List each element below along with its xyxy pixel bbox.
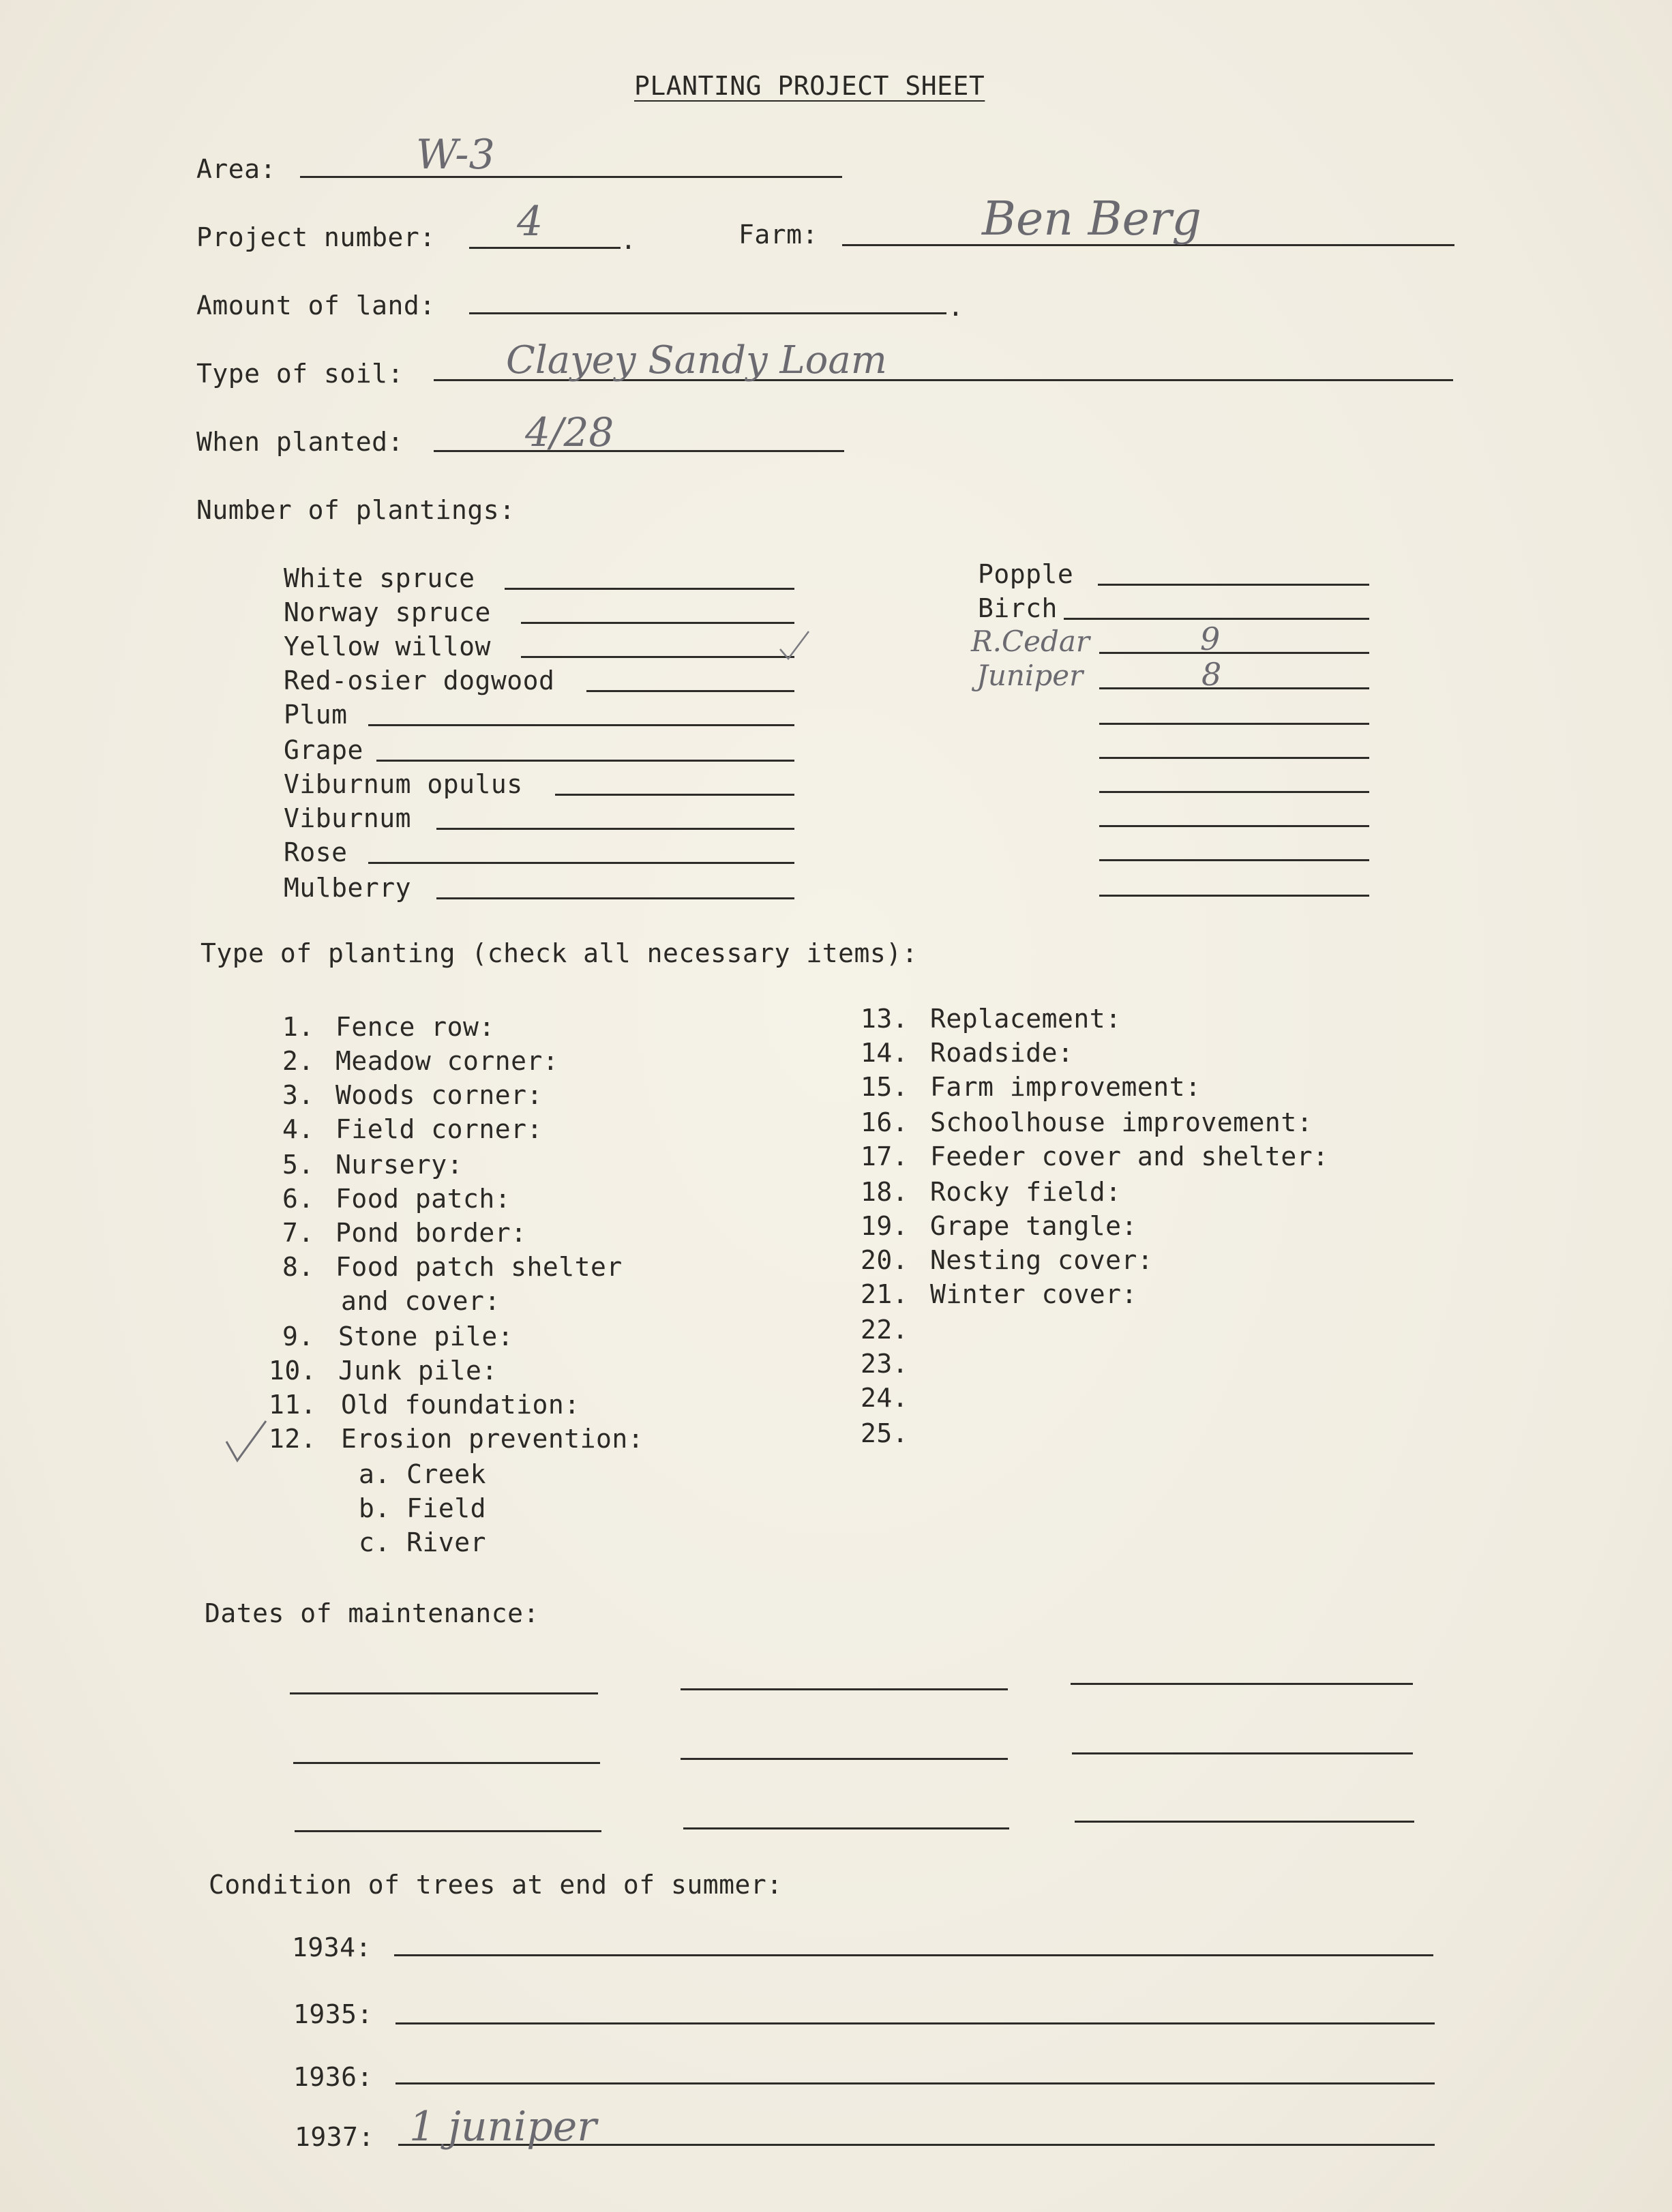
planting-right-line-5 (1099, 757, 1369, 759)
planting-type-right-num: 14. (861, 1038, 909, 1068)
planting-type-right-label: Grape tangle: (930, 1211, 1137, 1241)
planting-left-0: White spruce (284, 563, 475, 593)
planting-right-line-7 (1099, 825, 1369, 827)
maintenance-line-4 (293, 1762, 600, 1764)
planting-left-line-6 (555, 794, 794, 796)
condition-year-1934: 1934: (292, 1932, 372, 1962)
planting-type-left-label: Pond border: (335, 1218, 527, 1248)
amount-of-land-line (469, 312, 946, 314)
condition-line-1934 (394, 1954, 1433, 1956)
planting-type-left-num: 6. (282, 1184, 314, 1214)
planting-type-left-num: 7. (282, 1218, 314, 1248)
planting-type-left-label: and cover: (341, 1286, 501, 1316)
planting-type-right-num: 21. (861, 1279, 909, 1309)
planting-type-right-label: Schoolhouse improvement: (930, 1107, 1313, 1137)
planting-right-0: Popple (978, 559, 1074, 589)
planting-right-line-2 (1099, 652, 1369, 654)
planting-handwritten-name-0: R.Cedar (971, 625, 1090, 658)
yellow-willow-check-mark (777, 629, 811, 663)
planting-left-6: Viburnum opulus (284, 769, 523, 799)
planting-type-left-num: 8. (282, 1252, 314, 1282)
planting-right-line-1 (1064, 618, 1369, 620)
planting-handwritten-name-1: Juniper (976, 659, 1084, 692)
planting-type-left-label: Meadow corner: (335, 1046, 559, 1076)
planting-left-line-4 (368, 724, 794, 726)
maintenance-line-6 (1072, 1752, 1413, 1754)
erosion-sub-item-field: b. Field (359, 1493, 487, 1523)
project-number-line (469, 247, 621, 249)
farm-value: Ben Berg (982, 192, 1201, 246)
planting-right-line-3 (1099, 687, 1369, 689)
planting-type-right-num: 20. (861, 1245, 909, 1275)
planting-left-line-5 (376, 760, 794, 762)
planting-type-right-label: Winter cover: (930, 1279, 1137, 1309)
area-value: W-3 (416, 131, 495, 179)
planting-type-left-num: 12. (269, 1424, 317, 1454)
planting-handwritten-count-1: 8 (1201, 656, 1222, 693)
planting-type-right-num: 17. (861, 1141, 909, 1171)
planting-right-1: Birch (978, 593, 1058, 623)
planting-type-right-num: 25. (861, 1418, 909, 1448)
planting-type-right-label: Replacement: (930, 1004, 1122, 1034)
planting-left-9: Mulberry (284, 873, 412, 903)
maintenance-heading: Dates of maintenance: (205, 1598, 539, 1628)
condition-line-1935 (395, 2022, 1435, 2024)
planting-type-right-label: Rocky field: (930, 1177, 1122, 1207)
planting-type-right-num: 19. (861, 1211, 909, 1241)
planting-left-3: Red-osier dogwood (284, 666, 555, 696)
planting-type-left-label: Woods corner: (335, 1080, 543, 1110)
erosion-sub-item-river: c. River (359, 1527, 487, 1557)
planting-type-right-label: Farm improvement: (930, 1072, 1201, 1102)
maintenance-line-8 (683, 1827, 1009, 1829)
planting-type-left-label: Field corner: (335, 1114, 543, 1144)
planting-right-line-0 (1098, 584, 1369, 586)
planting-type-left-label: Food patch: (335, 1184, 511, 1214)
maintenance-line-7 (295, 1830, 601, 1832)
condition-note-1937: 1 juniper (409, 2103, 597, 2151)
planting-type-left-num: 3. (282, 1080, 314, 1110)
planting-type-left-label: Food patch shelter (335, 1252, 623, 1282)
planting-right-line-8 (1099, 859, 1369, 861)
planting-type-left-num: 2. (282, 1046, 314, 1076)
planting-type-left-label: Erosion prevention: (341, 1424, 644, 1454)
planting-type-right-num: 18. (861, 1177, 909, 1207)
condition-line-1936 (395, 2082, 1435, 2084)
planting-type-left-num: 9. (282, 1321, 314, 1351)
planting-left-line-1 (521, 622, 794, 624)
planting-left-7: Viburnum (284, 803, 412, 833)
planting-left-line-9 (436, 897, 794, 899)
planting-type-left-label: Old foundation: (341, 1390, 580, 1420)
planting-type-right-label: Feeder cover and shelter: (930, 1141, 1329, 1171)
planting-type-right-num: 16. (861, 1107, 909, 1137)
maintenance-line-9 (1075, 1821, 1414, 1823)
planting-type-left-num: 11. (269, 1390, 317, 1420)
planting-type-left-num: 10. (269, 1356, 317, 1386)
planting-left-1: Norway spruce (284, 597, 491, 627)
condition-year-1935: 1935: (293, 1999, 373, 2029)
area-line (300, 176, 842, 178)
type-of-soil-value: Clayey Sandy Loam (506, 338, 887, 383)
planting-type-left-label: Fence row: (335, 1012, 495, 1042)
planting-type-left-label: Stone pile: (338, 1321, 514, 1351)
planting-left-line-7 (436, 828, 794, 830)
maintenance-line-2 (681, 1688, 1008, 1690)
type-of-soil-label: Type of soil: (196, 359, 404, 389)
planting-type-right-label: Roadside: (930, 1038, 1074, 1068)
planting-type-left-num: 5. (282, 1150, 314, 1180)
project-number-period: . (621, 225, 637, 255)
project-number-label: Project number: (196, 222, 436, 252)
condition-year-1937: 1937: (295, 2122, 374, 2152)
planting-types-heading: Type of planting (check all necessary items): (200, 938, 919, 968)
erosion-prevention-check-mark (222, 1417, 270, 1465)
planting-type-right-num: 13. (861, 1004, 909, 1034)
area-label: Area: (196, 154, 276, 184)
project-number-value: 4 (517, 198, 543, 245)
plantings-heading: Number of plantings: (196, 495, 516, 525)
planting-left-line-3 (586, 690, 794, 692)
planting-handwritten-count-0: 9 (1200, 621, 1221, 657)
planting-left-5: Grape (284, 735, 363, 765)
amount-of-land-label: Amount of land: (196, 290, 436, 320)
page-title: PLANTING PROJECT SHEET (634, 71, 985, 101)
planting-type-right-num: 23. (861, 1349, 909, 1379)
planting-right-line-6 (1099, 791, 1369, 793)
planting-type-left-num: 4. (282, 1114, 314, 1144)
condition-year-1936: 1936: (293, 2062, 373, 2092)
when-planted-value: 4/28 (525, 409, 614, 455)
farm-label: Farm: (738, 220, 818, 250)
planting-type-right-num: 24. (861, 1383, 909, 1413)
planting-left-8: Rose (284, 837, 348, 867)
maintenance-line-3 (1071, 1683, 1413, 1685)
planting-left-2: Yellow willow (284, 631, 491, 661)
when-planted-label: When planted: (196, 427, 404, 457)
planting-left-line-0 (505, 588, 794, 590)
when-planted-line (434, 450, 844, 452)
planting-left-line-8 (368, 862, 794, 864)
planting-right-line-4 (1099, 723, 1369, 725)
erosion-sub-item-creek: a. Creek (359, 1459, 487, 1489)
planting-right-line-9 (1099, 895, 1369, 897)
planting-left-4: Plum (284, 700, 348, 730)
condition-heading: Condition of trees at end of summer: (209, 1870, 783, 1900)
maintenance-line-1 (290, 1692, 598, 1694)
planting-left-line-2 (521, 656, 794, 658)
maintenance-line-5 (681, 1758, 1008, 1760)
planting-type-left-label: Junk pile: (338, 1356, 498, 1386)
planting-type-right-label: Nesting cover: (930, 1245, 1154, 1275)
planting-type-right-num: 22. (861, 1315, 909, 1345)
planting-type-left-num: 1. (282, 1012, 314, 1042)
planting-type-left-label: Nursery: (335, 1150, 464, 1180)
amount-of-land-period: . (948, 292, 964, 322)
planting-type-right-num: 15. (861, 1072, 909, 1102)
